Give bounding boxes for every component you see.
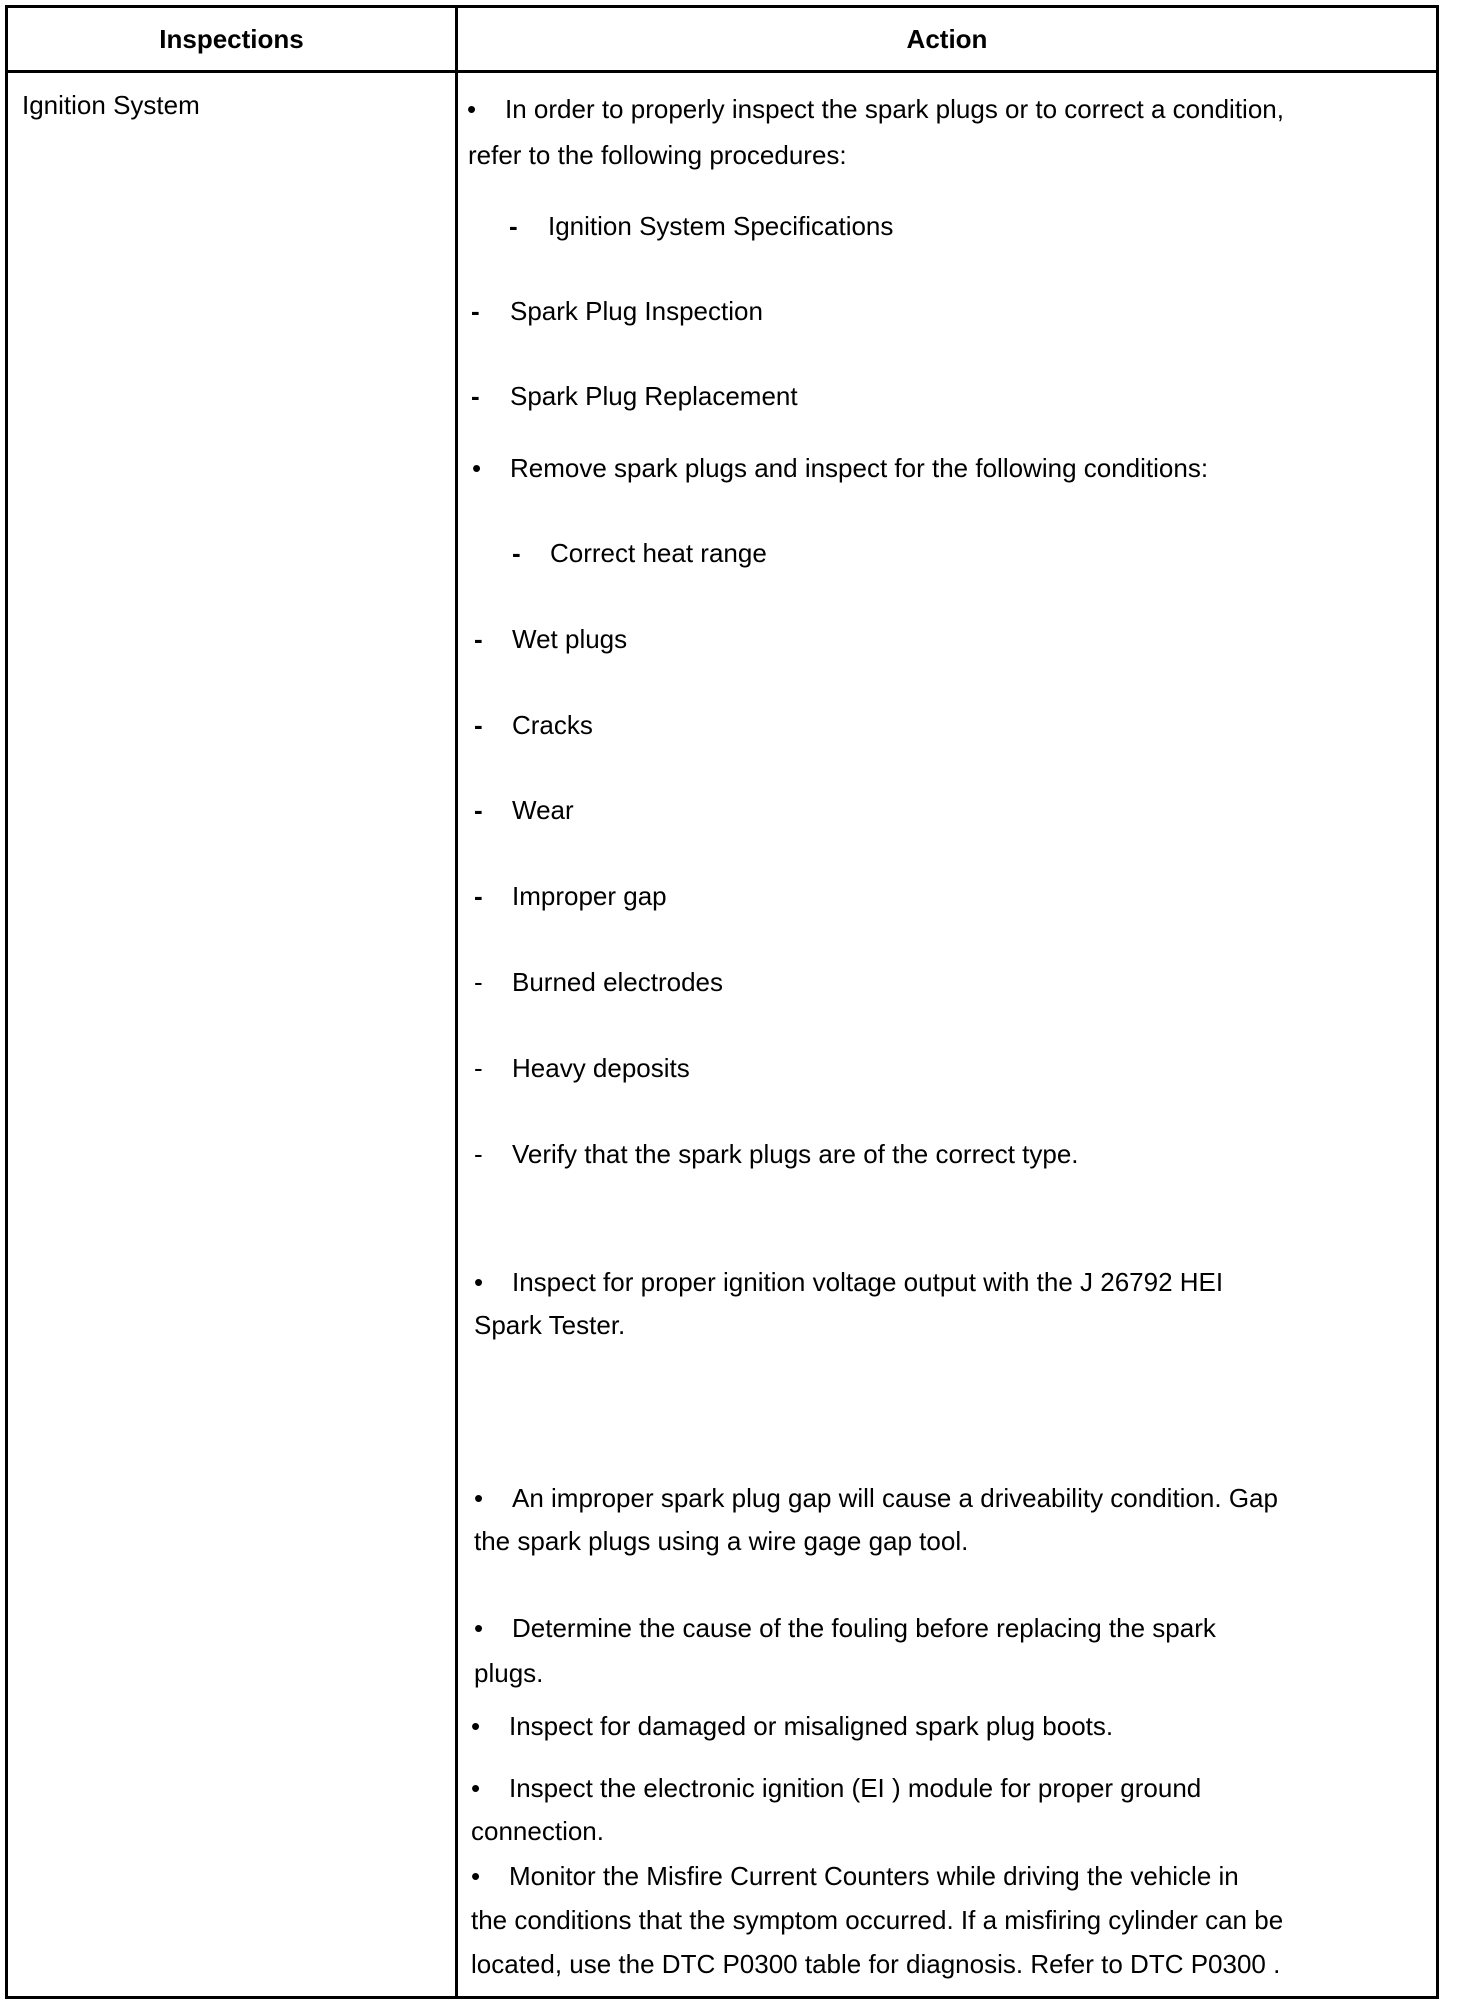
action-line: Spark Plug Inspection xyxy=(510,296,763,326)
bullet-marker: • xyxy=(471,1773,481,1803)
dash-marker: - xyxy=(474,1053,483,1083)
inspections-table xyxy=(5,5,1439,1999)
dash-marker: - xyxy=(474,624,483,654)
header-divider xyxy=(8,70,1436,73)
dash-marker: - xyxy=(512,538,521,568)
bullet-marker: • xyxy=(474,1483,484,1513)
action-line: Improper gap xyxy=(512,881,667,911)
dash-marker: - xyxy=(474,710,483,740)
action-line: the spark plugs using a wire gage gap tool. xyxy=(474,1526,969,1556)
action-line: Burned electrodes xyxy=(512,967,724,997)
inspection-cell: Ignition System xyxy=(22,90,200,120)
action-line: Inspect for proper ignition voltage output with the J 26792 HEI xyxy=(512,1267,1224,1297)
action-line: Cracks xyxy=(512,710,593,740)
action-line: In order to properly inspect the spark plugs or to correct a condition, xyxy=(505,94,1284,124)
action-line: Wet plugs xyxy=(512,624,628,654)
action-line: connection. xyxy=(471,1816,604,1846)
dash-marker: - xyxy=(474,795,483,825)
dash-marker: - xyxy=(509,211,518,241)
header-action: Action xyxy=(906,24,988,54)
dash-marker: - xyxy=(474,967,483,997)
action-line: Inspect the electronic ignition (EI ) module for proper ground xyxy=(509,1773,1202,1803)
dash-marker: - xyxy=(471,296,480,326)
action-line: Monitor the Misfire Current Counters while driving the vehicle in xyxy=(509,1861,1239,1891)
action-line: Spark Plug Replacement xyxy=(510,381,798,411)
action-line: plugs. xyxy=(474,1658,544,1688)
action-line: Inspect for damaged or misaligned spark plug boots. xyxy=(509,1711,1114,1741)
action-line: Spark Tester. xyxy=(474,1310,626,1340)
action-line: An improper spark plug gap will cause a driveability condition. Gap xyxy=(512,1483,1278,1513)
action-line: the conditions that the symptom occurred. If a misfiring cylinder can be xyxy=(471,1905,1284,1935)
action-line: located, use the DTC P0300 table for diagnosis. Refer to DTC P0300 . xyxy=(471,1949,1281,1979)
action-line: Correct heat range xyxy=(550,538,767,568)
action-line: Remove spark plugs and inspect for the following conditions: xyxy=(510,453,1209,483)
header-inspections: Inspections xyxy=(159,24,304,54)
action-line: Wear xyxy=(512,795,574,825)
action-line: Determine the cause of the fouling before replacing the spark xyxy=(512,1613,1216,1643)
bullet-marker: • xyxy=(474,1267,484,1297)
bullet-marker: • xyxy=(467,94,477,124)
action-line: Verify that the spark plugs are of the correct type. xyxy=(512,1139,1079,1169)
column-divider xyxy=(455,8,458,1996)
action-line: Ignition System Specifications xyxy=(548,211,894,241)
bullet-marker: • xyxy=(471,1861,481,1891)
action-line: refer to the following procedures: xyxy=(468,140,847,170)
dash-marker: - xyxy=(474,1139,483,1169)
bullet-marker: • xyxy=(471,1711,481,1741)
action-line: Heavy deposits xyxy=(512,1053,690,1083)
bullet-marker: • xyxy=(472,453,482,483)
dash-marker: - xyxy=(471,381,480,411)
bullet-marker: • xyxy=(474,1613,484,1643)
dash-marker: - xyxy=(474,881,483,911)
